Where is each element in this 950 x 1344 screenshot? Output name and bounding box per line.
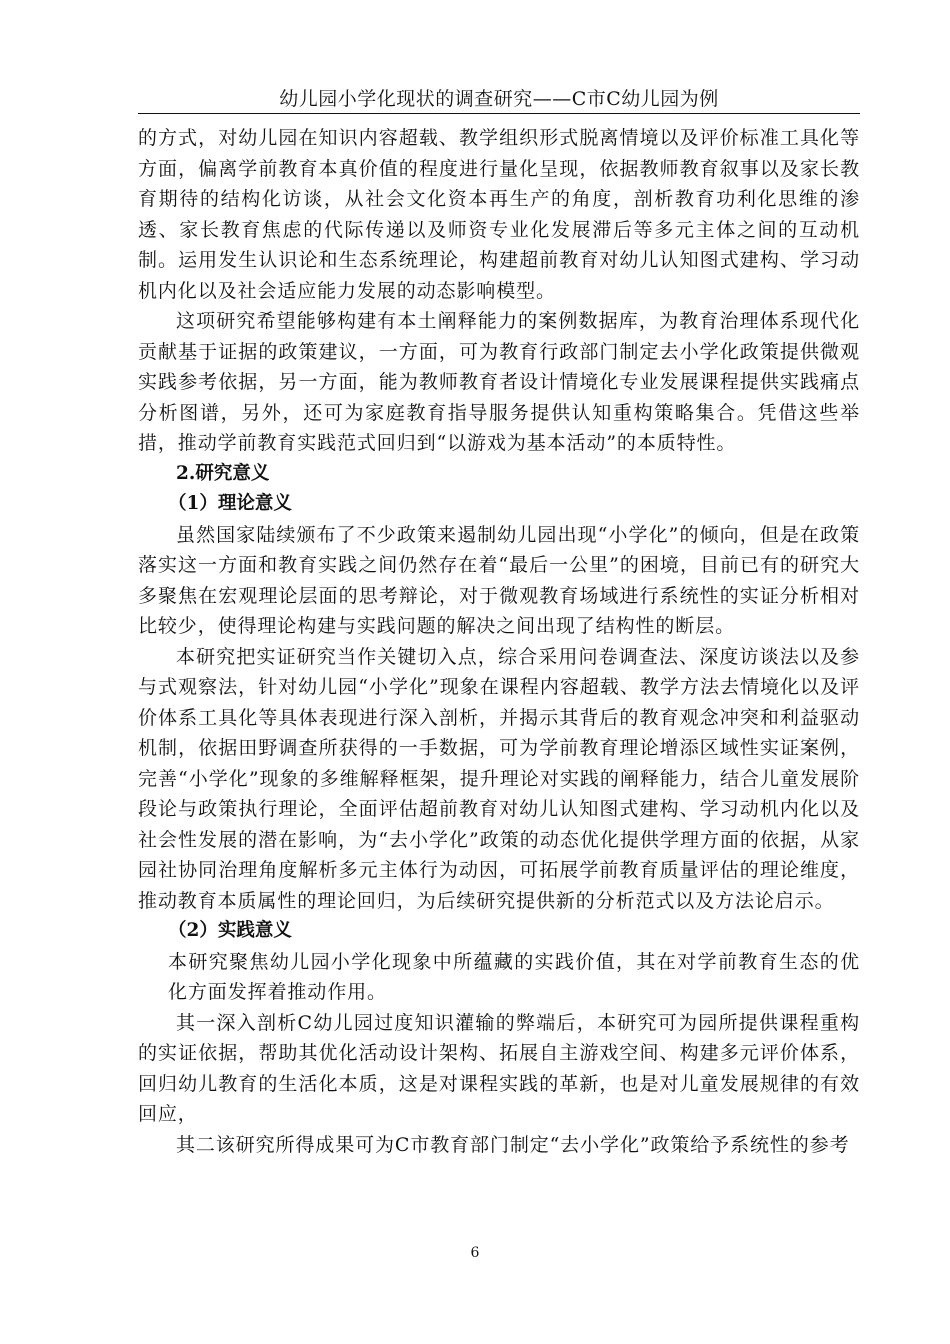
paragraph-theory-2: 本研究把实证研究当作关键切入点，综合采用问卷调查法、深度访谈法以及参与式观察法，针对幼儿园“小学化”现象在课程内容超载、教学方法去情境化以及评价体系工具化等具体表现进行深入剖析，并揭示其背后的教育观念冲突和利益驱动机制，依据田野调查所获得的一手数据，可为学前教育理论增添区域性实证案例，完善“小学化”现象的多维解释框架，提升理论对实践的阐释能力，结合儿童发展阶段论与政策执行理论，全面评估超前教育对幼儿认知图式建构、学习动机内化以及社会性发展的潜在影响，为“去小学化”政策的动态优化提供学理方面的依据，从家园社协同治理角度解析多元主体行为动因，可拓展学前教育质量评估的理论维度，推动教育本质属性的理论回归，为后续研究提供新的分析范式以及方法论启示。 xyxy=(138,645,860,912)
subsection-heading-practice: （2）实践意义 xyxy=(168,920,292,941)
paragraph-practice-1: 其一深入剖析C幼儿园过度知识灌输的弊端后，本研究可为园所提供课程重构的实证依据，帮助其优化活动设计架构、拓展自主游戏空间、构建多元评价体系，回归幼儿教育的生活化本质，这是对课程实践的革新，也是对儿童发展规律的有效回应， xyxy=(138,1011,860,1125)
document-body xyxy=(138,123,860,1160)
paragraph-theory-1: 虽然国家陆续颁布了不少政策来遏制幼儿园出现“小学化”的倾向，但是在政策落实这一方面和教育实践之间仍然存在着“最后一公里”的困境，目前已有的研究大多聚焦在宏观理论层面的思考辩论，对于微观教育场域进行系统性的实证分析相对比较少，使得理论构建与实践问题的解决之间出现了结构性的断层。 xyxy=(138,523,860,637)
header-rule xyxy=(138,113,860,114)
section-heading-significance: 2.研究意义 xyxy=(176,462,270,484)
paragraph-methods-continued: 的方式，对幼儿园在知识内容超载、教学组织形式脱离情境以及评价标准工具化等方面，偏离学前教育本真价值的程度进行量化呈现，依据教师教育叙事以及家长教育期待的结构化访谈，从社会文化资本再生产的角度，剖析教育功利化思维的渗透、家长教育焦虑的代际传递以及师资专业化发展滞后等多元主体之间的互动机制。运用发生认识论和生态系统理论，构建超前教育对幼儿认知图式建构、学习动机内化以及社会适应能力发展的动态影响模型。 xyxy=(138,127,860,302)
paragraph-practice-2: 其二该研究所得成果可为C市教育部门制定“去小学化”政策给予系统性的参考 xyxy=(176,1133,850,1156)
paragraph-practice-intro: 本研究聚焦幼儿园小学化现象中所蕴藏的实践价值，其在对学前教育生态的优化方面发挥着推动作用。 xyxy=(168,950,860,1003)
paragraph-research-goals: 这项研究希望能够构建有本土阐释能力的案例数据库，为教育治理体系现代化贡献基于证据的政策建议，一方面，可为教育行政部门制定去小学化政策提供微观实践参考依据，另一方面，能为教师教育者设计情境化专业发展课程提供实践痛点分析图谱，另外，还可为家庭教育指导服务提供认知重构策略集合。凭借这些举措，推动学前教育实践范式回归到“以游戏为基本活动”的本质特性。 xyxy=(138,310,860,454)
subsection-heading-theory: （1）理论意义 xyxy=(168,493,292,514)
running-header: 幼儿园小学化现状的调查研究——C市C幼儿园为例 xyxy=(279,88,719,110)
page-number: 6 xyxy=(470,1245,480,1261)
